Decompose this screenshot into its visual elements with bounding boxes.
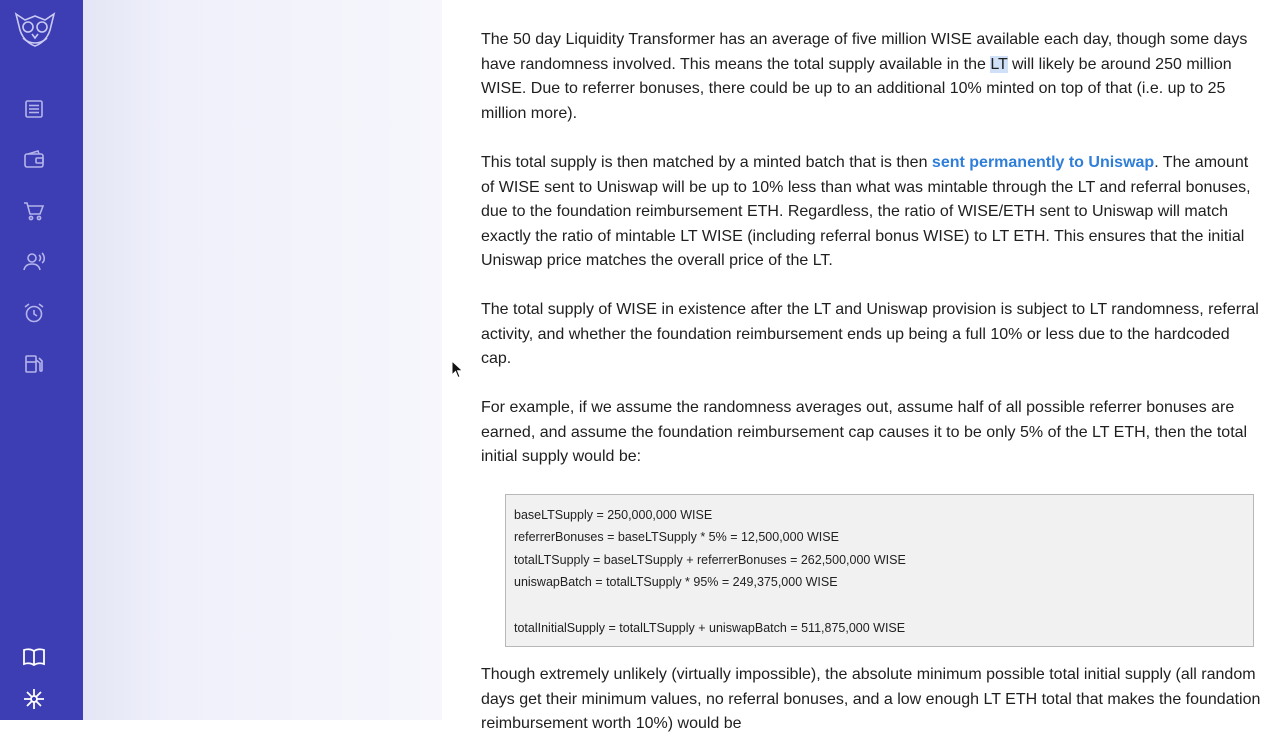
owl-logo-icon[interactable]: [13, 8, 57, 48]
wallet-icon[interactable]: [22, 148, 46, 172]
alarm-icon[interactable]: [22, 301, 46, 325]
sidebar: [0, 0, 83, 720]
code-line: totalInitialSupply = totalLTSupply + uniswapBatch = 511,875,000 WISE: [514, 621, 906, 635]
code-line: baseLTSupply = 250,000,000 WISE: [514, 508, 713, 522]
paragraph-3: The total supply of WISE in existence after the LT and Uniswap provision is subject to LT randomness, referral activity, and whether the foundation reimbursement ends up being a full 10% or less due to the hardcoded cap.: [481, 301, 1259, 368]
referral-icon[interactable]: [22, 250, 46, 274]
paragraph-5: Though extremely unlikely (virtually impossible), the absolute minimum possible total initial supply (all random days get their minimum values, no referral bonuses, and a low enough LT ETH total that makes the foundation reimbursement worth 10%) would be: [481, 666, 1261, 733]
fuel-icon[interactable]: [22, 352, 46, 376]
list-icon[interactable]: [22, 97, 46, 121]
code-block: [505, 494, 1254, 647]
side-panel: [83, 0, 442, 720]
paragraph-1: The 50 day Liquidity Transformer has an average of five million WISE available each day, though some days have randomness involved. This means the total supply available in the LT will likely be around 250 million WISE. Due to referrer bonuses, there could be up to an additional 10% minted on top of that (i.e. up to 25 million more).: [481, 31, 1248, 122]
code-line: totalLTSupply = baseLTSupply + referrerBonuses = 262,500,000 WISE: [514, 553, 906, 567]
article-content: [442, 0, 1280, 733]
sparkle-icon[interactable]: [22, 687, 46, 711]
mouse-cursor-icon: [451, 360, 465, 380]
paragraph-2: This total supply is then matched by a minted batch that is then sent permanently to Uniswap. The amount of WISE sent to Uniswap will be up to 10% less than what was mintable through the LT and referral bonuses, due to the foundation reimbursement ETH. Regardless, the ratio of WISE/ETH sent to Uniswap will match exactly the ratio of mintable LT WISE (including referral bonus WISE) to LT ETH. This ensures that the initial Uniswap price matches the overall price of the LT.: [481, 154, 1251, 270]
selected-text: LT: [990, 55, 1008, 73]
paragraph-4: For example, if we assume the randomness averages out, assume half of all possible referrer bonuses are earned, and assume the foundation reimbursement cap causes it to be only 5% of the LT ETH, then the total initial supply would be:: [481, 399, 1248, 466]
book-icon[interactable]: [22, 645, 46, 669]
cart-icon[interactable]: [22, 199, 46, 223]
code-line: uniswapBatch = totalLTSupply * 95% = 249,375,000 WISE: [514, 575, 838, 589]
uniswap-link[interactable]: sent permanently to Uniswap: [931, 154, 1155, 171]
code-line: referrerBonuses = baseLTSupply * 5% = 12,500,000 WISE: [514, 530, 839, 544]
